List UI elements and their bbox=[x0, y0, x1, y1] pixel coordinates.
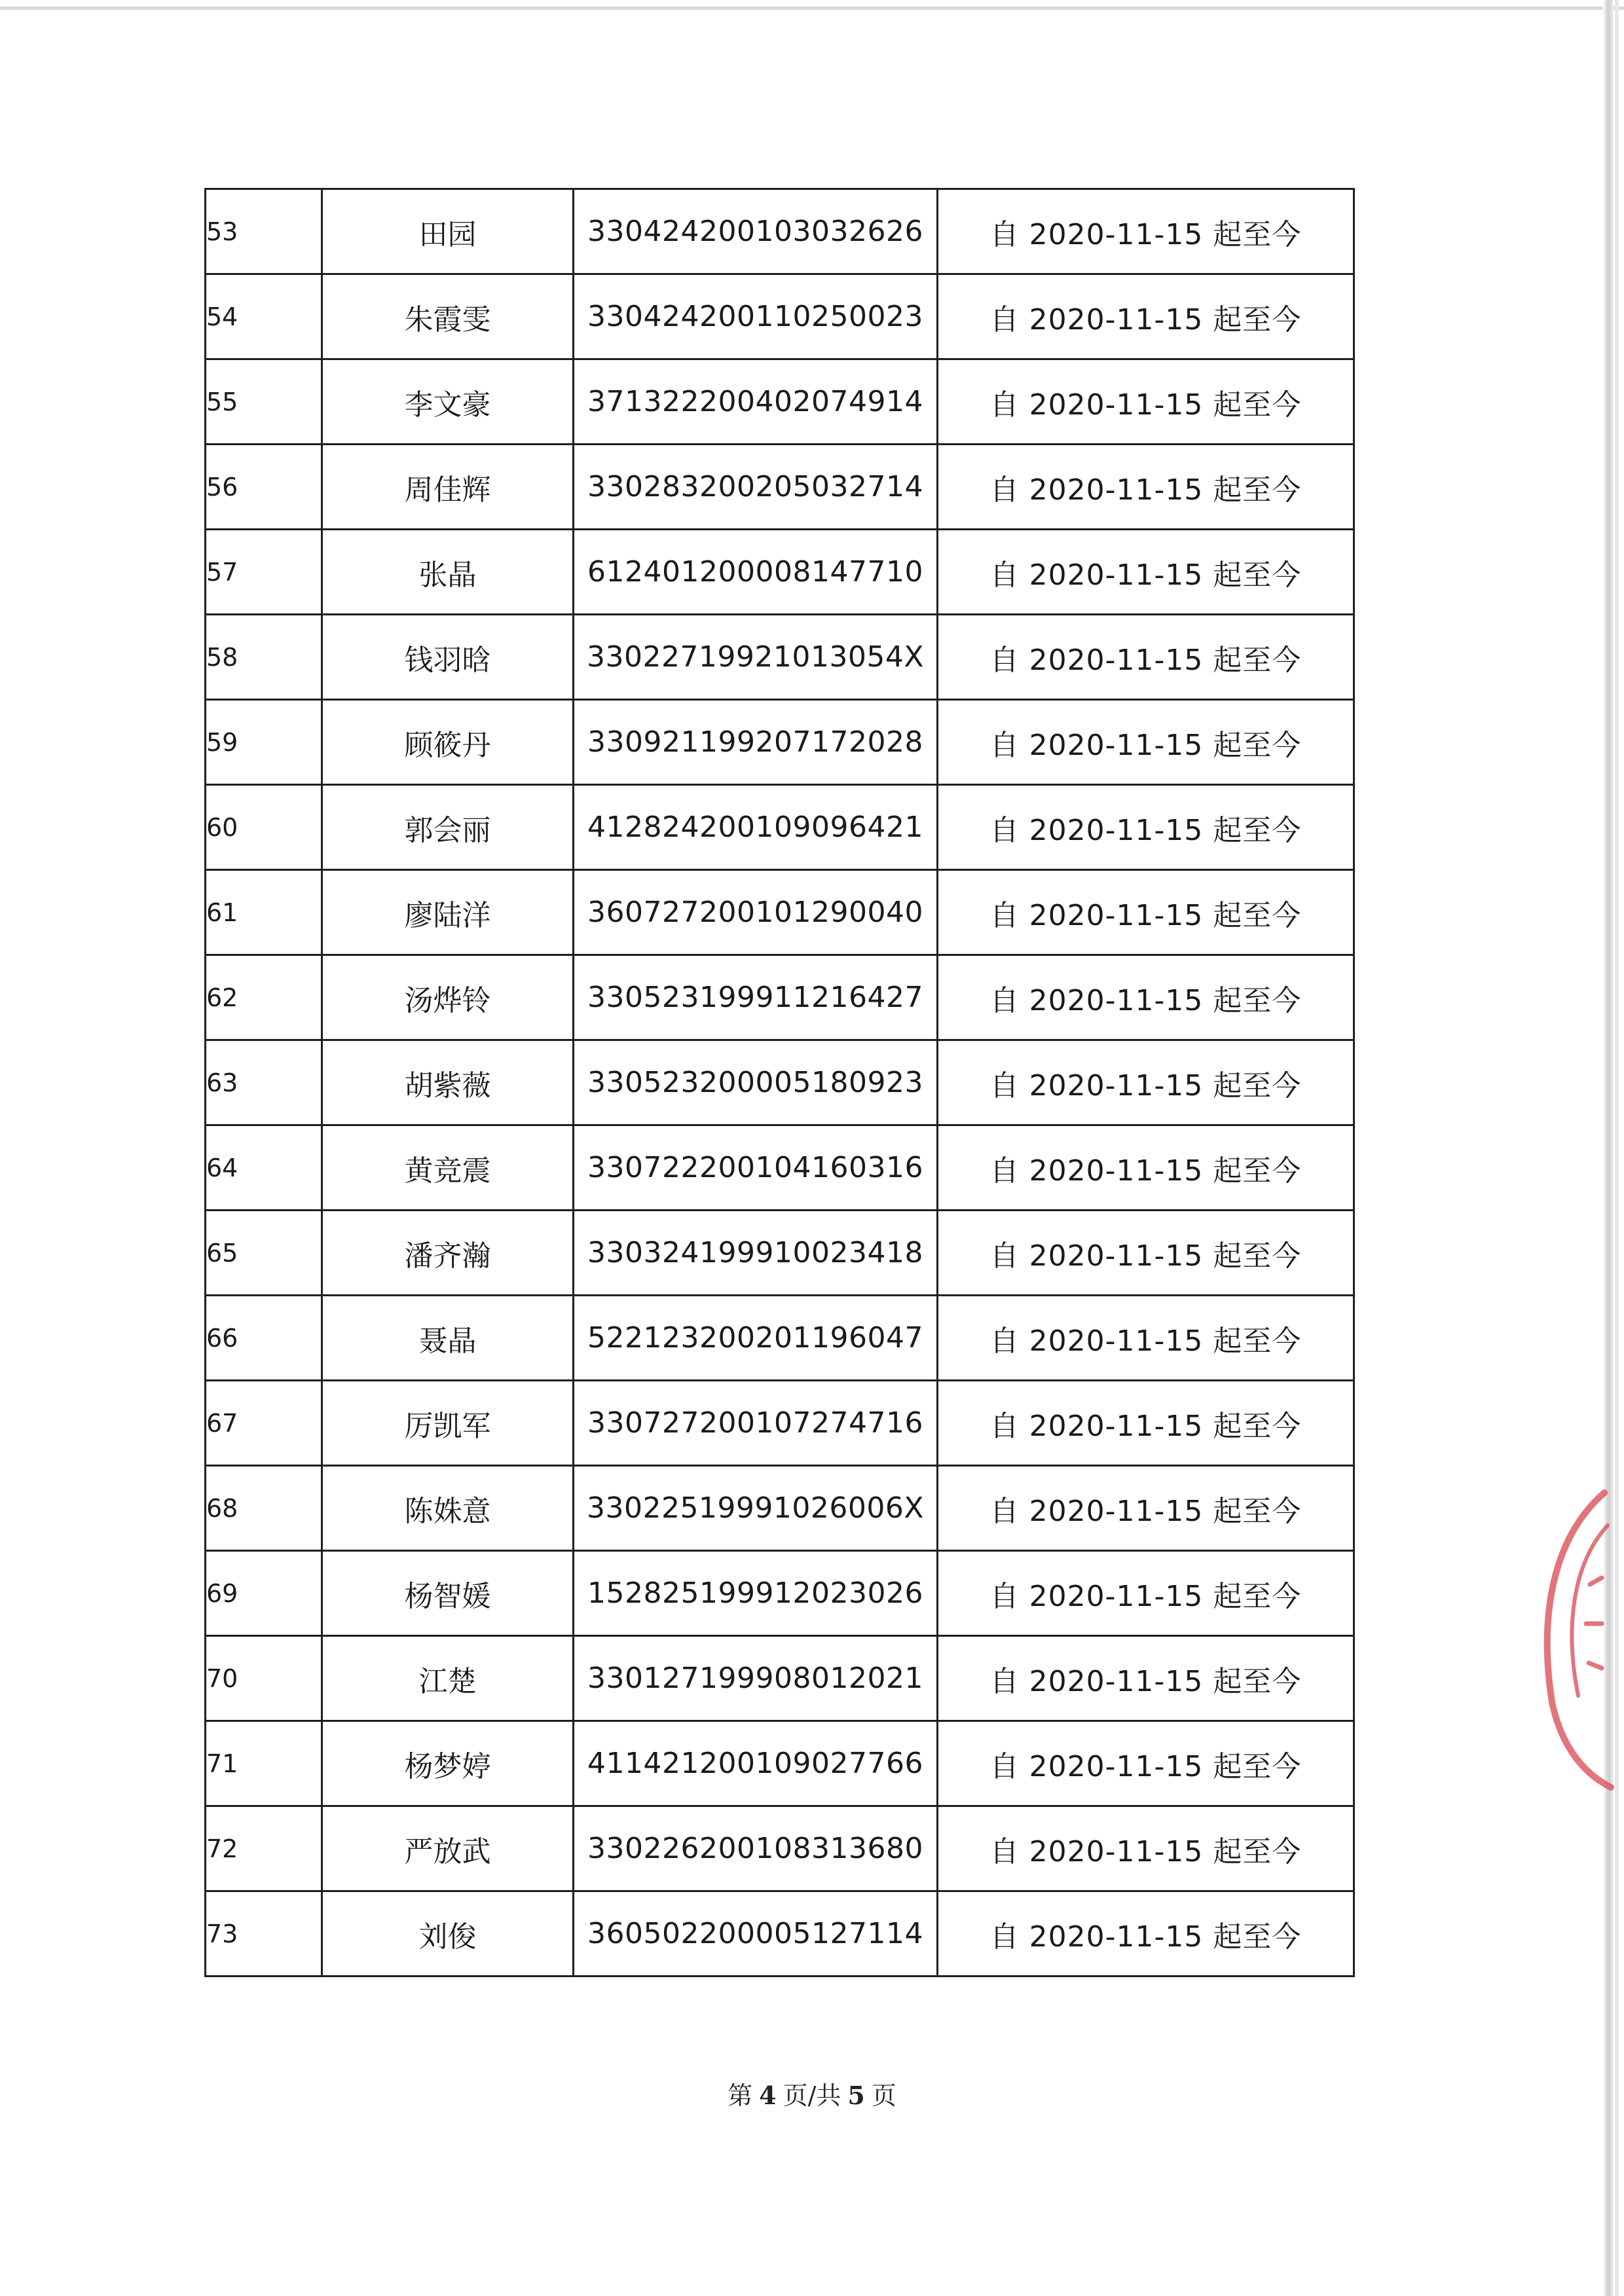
table-row bbox=[206, 1551, 1354, 1636]
person-name: 田园 bbox=[322, 189, 574, 274]
table-row bbox=[206, 1721, 1354, 1806]
period: 自 2020-11-15 起至今 bbox=[938, 1125, 1354, 1211]
period: 自 2020-11-15 起至今 bbox=[938, 1381, 1354, 1466]
id-number: 360502200005127114 bbox=[574, 1891, 938, 1977]
table-row bbox=[206, 1125, 1354, 1211]
id-number: 330127199908012021 bbox=[574, 1636, 938, 1721]
person-name: 钱羽晗 bbox=[322, 615, 574, 700]
row-number: 68 bbox=[206, 1466, 322, 1551]
row-number: 60 bbox=[206, 785, 322, 870]
person-name: 江楚 bbox=[322, 1636, 574, 1721]
roster-table-body bbox=[206, 189, 1354, 1977]
id-number: 33022519991026006X bbox=[574, 1466, 938, 1551]
row-number: 64 bbox=[206, 1125, 322, 1211]
period: 自 2020-11-15 起至今 bbox=[938, 1296, 1354, 1381]
table-row bbox=[206, 1296, 1354, 1381]
row-number: 56 bbox=[206, 445, 322, 530]
roster-table bbox=[204, 188, 1355, 1977]
row-number: 66 bbox=[206, 1296, 322, 1381]
id-number: 330523199911216427 bbox=[574, 955, 938, 1040]
period: 自 2020-11-15 起至今 bbox=[938, 530, 1354, 615]
period: 自 2020-11-15 起至今 bbox=[938, 1806, 1354, 1891]
table-row bbox=[206, 530, 1354, 615]
id-number: 371322200402074914 bbox=[574, 359, 938, 445]
id-number: 33022719921013054X bbox=[574, 615, 938, 700]
table-row bbox=[206, 1211, 1354, 1296]
period: 自 2020-11-15 起至今 bbox=[938, 1636, 1354, 1721]
period: 自 2020-11-15 起至今 bbox=[938, 785, 1354, 870]
official-seal-stamp bbox=[1526, 1486, 1617, 1794]
id-number: 330523200005180923 bbox=[574, 1040, 938, 1125]
person-name: 李文豪 bbox=[322, 359, 574, 445]
id-number: 330424200103032626 bbox=[574, 189, 938, 274]
row-number: 55 bbox=[206, 359, 322, 445]
table-row bbox=[206, 274, 1354, 359]
id-number: 330727200107274716 bbox=[574, 1381, 938, 1466]
table-row bbox=[206, 189, 1354, 274]
person-name: 汤烨铃 bbox=[322, 955, 574, 1040]
period: 自 2020-11-15 起至今 bbox=[938, 189, 1354, 274]
period: 自 2020-11-15 起至今 bbox=[938, 359, 1354, 445]
period: 自 2020-11-15 起至今 bbox=[938, 1891, 1354, 1977]
row-number: 72 bbox=[206, 1806, 322, 1891]
person-name: 严放武 bbox=[322, 1806, 574, 1891]
table-row bbox=[206, 1466, 1354, 1551]
person-name: 黄竞震 bbox=[322, 1125, 574, 1211]
row-number: 58 bbox=[206, 615, 322, 700]
table-row bbox=[206, 445, 1354, 530]
row-number: 54 bbox=[206, 274, 322, 359]
scan-edge-top bbox=[0, 7, 1624, 10]
id-number: 411421200109027766 bbox=[574, 1721, 938, 1806]
person-name: 聂晶 bbox=[322, 1296, 574, 1381]
table-row bbox=[206, 955, 1354, 1040]
table-row bbox=[206, 1040, 1354, 1125]
id-number: 330921199207172028 bbox=[574, 700, 938, 785]
row-number: 73 bbox=[206, 1891, 322, 1977]
period: 自 2020-11-15 起至今 bbox=[938, 1040, 1354, 1125]
id-number: 360727200101290040 bbox=[574, 870, 938, 955]
row-number: 62 bbox=[206, 955, 322, 1040]
id-number: 330226200108313680 bbox=[574, 1806, 938, 1891]
footer-prefix: 第 bbox=[728, 2081, 753, 2110]
row-number: 59 bbox=[206, 700, 322, 785]
row-number: 61 bbox=[206, 870, 322, 955]
row-number: 53 bbox=[206, 189, 322, 274]
table-row bbox=[206, 785, 1354, 870]
id-number: 330722200104160316 bbox=[574, 1125, 938, 1211]
person-name: 郭会丽 bbox=[322, 785, 574, 870]
row-number: 69 bbox=[206, 1551, 322, 1636]
person-name: 杨梦婷 bbox=[322, 1721, 574, 1806]
person-name: 杨智媛 bbox=[322, 1551, 574, 1636]
id-number: 412824200109096421 bbox=[574, 785, 938, 870]
table-row bbox=[206, 1381, 1354, 1466]
scan-edge-right-outer bbox=[1615, 0, 1619, 2296]
footer-middle: 页/共 bbox=[783, 2081, 841, 2110]
table-row bbox=[206, 1891, 1354, 1977]
id-number: 330283200205032714 bbox=[574, 445, 938, 530]
period: 自 2020-11-15 起至今 bbox=[938, 1466, 1354, 1551]
id-number: 612401200008147710 bbox=[574, 530, 938, 615]
person-name: 刘俊 bbox=[322, 1891, 574, 1977]
period: 自 2020-11-15 起至今 bbox=[938, 955, 1354, 1040]
person-name: 廖陆洋 bbox=[322, 870, 574, 955]
scan-edge-right bbox=[1603, 0, 1614, 2296]
row-number: 67 bbox=[206, 1381, 322, 1466]
person-name: 陈姝意 bbox=[322, 1466, 574, 1551]
page-footer bbox=[0, 2075, 1624, 2111]
table-row bbox=[206, 700, 1354, 785]
row-number: 71 bbox=[206, 1721, 322, 1806]
table-row bbox=[206, 1806, 1354, 1891]
footer-suffix: 页 bbox=[871, 2081, 896, 2110]
row-number: 57 bbox=[206, 530, 322, 615]
period: 自 2020-11-15 起至今 bbox=[938, 1211, 1354, 1296]
total-page-number: 5 bbox=[847, 2081, 865, 2110]
person-name: 张晶 bbox=[322, 530, 574, 615]
period: 自 2020-11-15 起至今 bbox=[938, 870, 1354, 955]
row-number: 65 bbox=[206, 1211, 322, 1296]
id-number: 330324199910023418 bbox=[574, 1211, 938, 1296]
period: 自 2020-11-15 起至今 bbox=[938, 1551, 1354, 1636]
person-name: 朱霞雯 bbox=[322, 274, 574, 359]
table-row bbox=[206, 615, 1354, 700]
id-number: 152825199912023026 bbox=[574, 1551, 938, 1636]
period: 自 2020-11-15 起至今 bbox=[938, 274, 1354, 359]
person-name: 潘齐瀚 bbox=[322, 1211, 574, 1296]
id-number: 330424200110250023 bbox=[574, 274, 938, 359]
person-name: 周佳辉 bbox=[322, 445, 574, 530]
table-row bbox=[206, 359, 1354, 445]
table-row bbox=[206, 870, 1354, 955]
person-name: 顾筱丹 bbox=[322, 700, 574, 785]
period: 自 2020-11-15 起至今 bbox=[938, 1721, 1354, 1806]
row-number: 63 bbox=[206, 1040, 322, 1125]
current-page-number: 4 bbox=[759, 2081, 777, 2110]
id-number: 522123200201196047 bbox=[574, 1296, 938, 1381]
row-number: 70 bbox=[206, 1636, 322, 1721]
period: 自 2020-11-15 起至今 bbox=[938, 615, 1354, 700]
table-row bbox=[206, 1636, 1354, 1721]
person-name: 胡紫薇 bbox=[322, 1040, 574, 1125]
period: 自 2020-11-15 起至今 bbox=[938, 445, 1354, 530]
period: 自 2020-11-15 起至今 bbox=[938, 700, 1354, 785]
person-name: 厉凯军 bbox=[322, 1381, 574, 1466]
